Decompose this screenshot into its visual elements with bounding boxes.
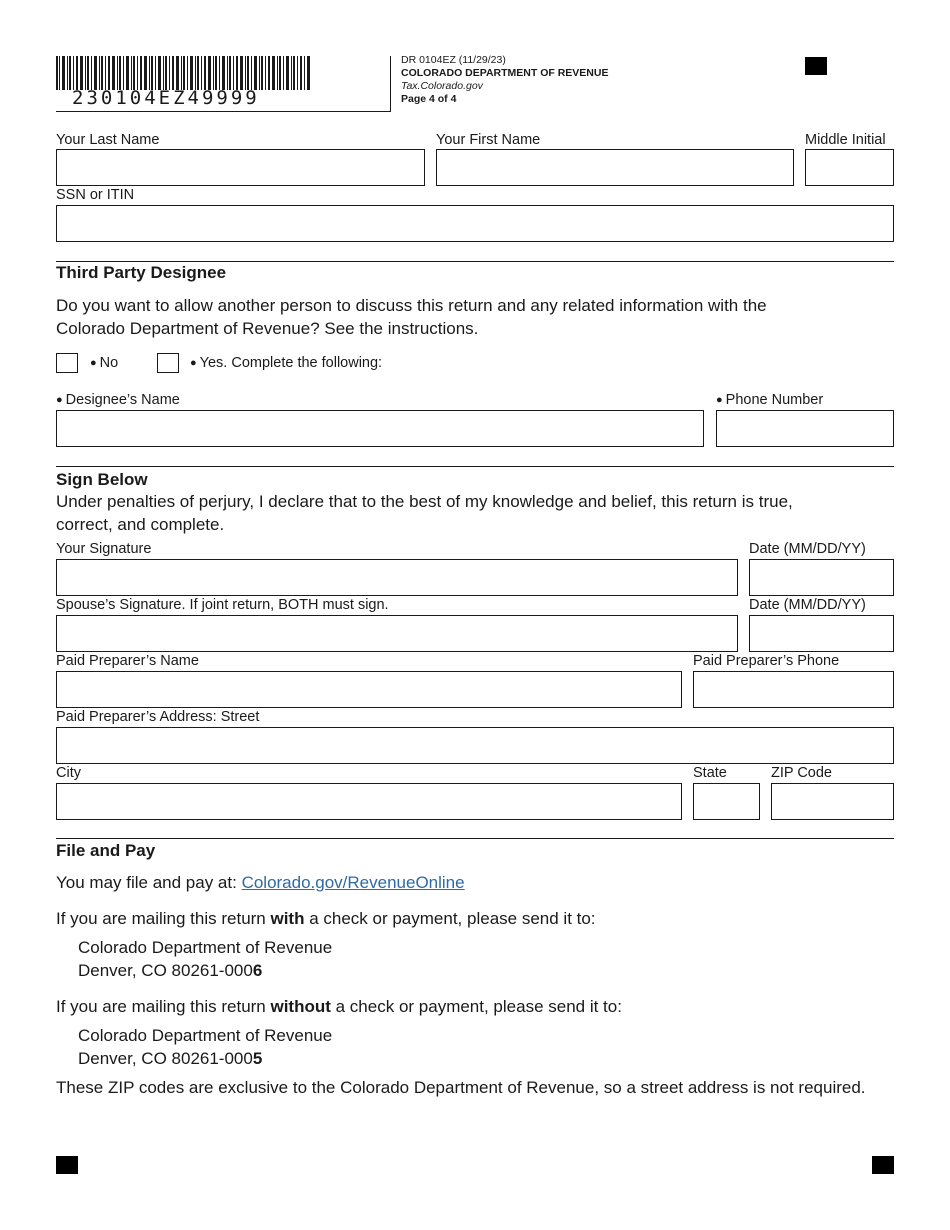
mail-without-suffix: a check or payment, please send it to: bbox=[330, 997, 622, 1016]
registration-mark-bottom-left bbox=[56, 1156, 78, 1174]
designee-question-line2: Colorado Department of Revenue? See the instructions. bbox=[56, 319, 479, 338]
sign-section-title: Sign Below bbox=[56, 470, 148, 489]
designee-name-label: Designee’s Name bbox=[65, 392, 180, 408]
spouse-date-label: Date (MM/DD/YY) bbox=[749, 597, 866, 613]
designee-no-checkbox[interactable] bbox=[56, 353, 78, 373]
spouse-date-field[interactable] bbox=[749, 615, 894, 652]
registration-mark-bottom-right bbox=[872, 1156, 894, 1174]
preparer-phone-label: Paid Preparer’s Phone bbox=[693, 653, 840, 669]
city-label: City bbox=[56, 765, 81, 781]
bullet-icon: ● bbox=[90, 357, 97, 369]
designee-phone-label-wrap bbox=[716, 392, 823, 408]
designee-yes-label: Yes. Complete the following: bbox=[199, 355, 383, 371]
header-divider-horizontal bbox=[56, 111, 391, 112]
revenue-online-link[interactable]: Colorado.gov/RevenueOnline bbox=[241, 873, 465, 892]
mail-with-suffix: a check or payment, please send it to: bbox=[304, 909, 596, 928]
your-signature-label: Your Signature bbox=[56, 541, 152, 557]
designee-no-option bbox=[90, 355, 118, 371]
zip-label: ZIP Code bbox=[771, 765, 832, 781]
mail-without-zip-suffix: 5 bbox=[252, 1049, 263, 1068]
state-field[interactable] bbox=[693, 783, 760, 820]
signature-date-field[interactable] bbox=[749, 559, 894, 596]
middle-initial-field[interactable] bbox=[805, 149, 894, 186]
ssn-label: SSN or ITIN bbox=[56, 187, 135, 203]
bullet-icon: ● bbox=[190, 357, 197, 369]
mail-with-text bbox=[56, 907, 596, 930]
mail-with-zip-suffix: 6 bbox=[252, 961, 263, 980]
preparer-address-field[interactable] bbox=[56, 727, 894, 764]
designee-question-line1: Do you want to allow another person to discuss this return and any related information with the bbox=[56, 296, 767, 315]
preparer-phone-field[interactable] bbox=[693, 671, 894, 708]
section-rule-file-pay bbox=[56, 838, 894, 839]
mail-with-prefix: If you are mailing this return bbox=[56, 909, 271, 928]
mail-with-bold: with bbox=[270, 909, 305, 928]
section-rule-designee bbox=[56, 261, 894, 262]
section-rule-sign bbox=[56, 466, 894, 467]
mail-with-address-line2 bbox=[78, 959, 262, 982]
file-online-prefix: You may file and pay at: bbox=[56, 873, 242, 892]
barcode bbox=[56, 56, 310, 90]
spouse-signature-field[interactable] bbox=[56, 615, 738, 652]
designee-phone-field[interactable] bbox=[716, 410, 894, 447]
date-label: Date (MM/DD/YY) bbox=[749, 541, 866, 557]
designee-section-title: Third Party Designee bbox=[56, 263, 227, 282]
bullet-icon: ● bbox=[56, 394, 63, 406]
mail-without-address-line1: Colorado Department of Revenue bbox=[78, 1026, 333, 1045]
declaration-line1: Under penalties of perjury, I declare that to the best of my knowledge and belief, this return is true, bbox=[56, 492, 793, 511]
header-divider-vertical bbox=[390, 56, 391, 111]
bullet-icon: ● bbox=[716, 394, 723, 406]
your-signature-field[interactable] bbox=[56, 559, 738, 596]
zip-exclusive-note: These ZIP codes are exclusive to the Colorado Department of Revenue, so a street address is not required. bbox=[56, 1078, 866, 1097]
barcode-number: 230104EZ49999 bbox=[72, 87, 260, 109]
mail-with-zip-prefix: Denver, CO 80261-000 bbox=[78, 961, 253, 980]
ssn-field[interactable] bbox=[56, 205, 894, 242]
designee-yes-option bbox=[190, 355, 382, 371]
mail-without-text bbox=[56, 995, 622, 1018]
first-name-label: Your First Name bbox=[436, 132, 541, 148]
file-pay-section-title: File and Pay bbox=[56, 841, 156, 860]
designee-name-field[interactable] bbox=[56, 410, 704, 447]
mail-without-prefix: If you are mailing this return bbox=[56, 997, 271, 1016]
form-id: DR 0104EZ (11/29/23) bbox=[401, 54, 506, 66]
mail-without-zip-prefix: Denver, CO 80261-000 bbox=[78, 1049, 253, 1068]
last-name-label: Your Last Name bbox=[56, 132, 160, 148]
city-field[interactable] bbox=[56, 783, 682, 820]
declaration-line2: correct, and complete. bbox=[56, 515, 225, 534]
preparer-name-field[interactable] bbox=[56, 671, 682, 708]
preparer-address-label: Paid Preparer’s Address: Street bbox=[56, 709, 260, 725]
designee-name-label-wrap bbox=[56, 392, 180, 408]
designee-no-label: No bbox=[99, 355, 119, 371]
mail-without-address-line2 bbox=[78, 1047, 262, 1070]
preparer-name-label: Paid Preparer’s Name bbox=[56, 653, 199, 669]
mail-without-bold: without bbox=[270, 997, 331, 1016]
page-number: Page 4 of 4 bbox=[401, 93, 457, 105]
designee-yes-checkbox[interactable] bbox=[157, 353, 179, 373]
last-name-field[interactable] bbox=[56, 149, 425, 186]
mail-with-address-line1: Colorado Department of Revenue bbox=[78, 938, 333, 957]
state-label: State bbox=[693, 765, 727, 781]
registration-mark-top-right bbox=[805, 57, 827, 75]
barcode-image bbox=[56, 56, 310, 90]
file-online-text bbox=[56, 871, 465, 894]
middle-initial-label: Middle Initial bbox=[805, 132, 886, 148]
zip-field[interactable] bbox=[771, 783, 894, 820]
department-name: COLORADO DEPARTMENT OF REVENUE bbox=[401, 67, 609, 79]
designee-phone-label: Phone Number bbox=[725, 392, 824, 408]
first-name-field[interactable] bbox=[436, 149, 794, 186]
spouse-signature-label: Spouse’s Signature. If joint return, BOTH must sign. bbox=[56, 597, 389, 613]
website: Tax.Colorado.gov bbox=[401, 80, 483, 92]
